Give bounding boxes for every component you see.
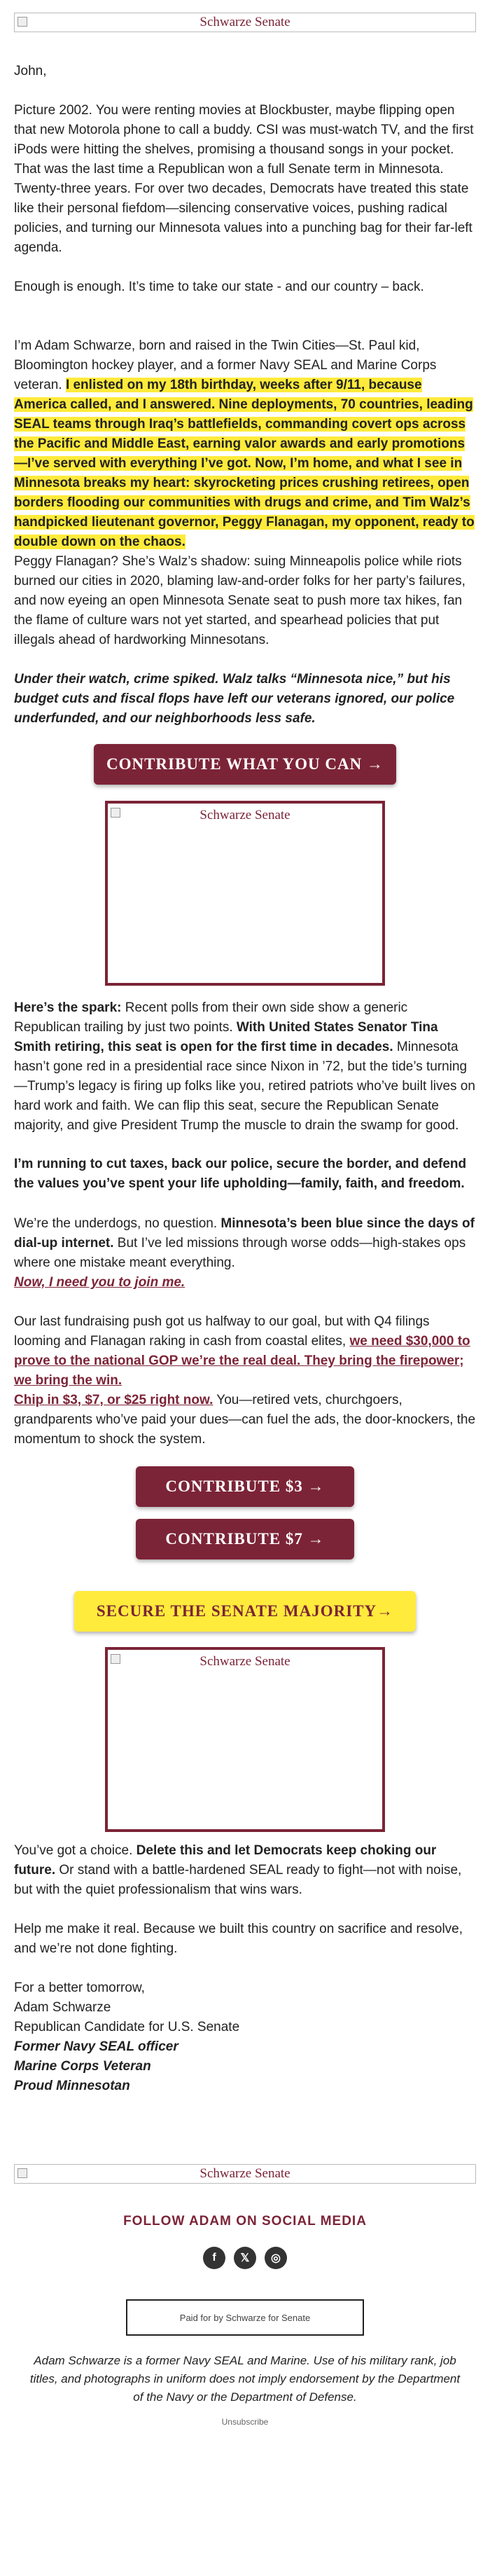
candidate-photo-2: Schwarze Senate bbox=[105, 1647, 385, 1832]
facebook-icon[interactable]: f bbox=[203, 2247, 225, 2269]
paragraph-fundraising: Our last fundraising push got us halfway to our goal, but with Q4 filings looming and Flanagan raking in cash from coastal elites, we need $30,000 to prove to the national GOP we’re the real deal. They bring the firepower; we bring the win. bbox=[14, 1314, 470, 1388]
paragraph-crime: Under their watch, crime spiked. Walz talks “Minnesota nice,” but his budget cuts and fiscal flops have left our veterans ignored, our police underfunded, and our neighborhoods less safe. bbox=[14, 672, 455, 726]
secure-senate-majority-button[interactable]: SECURE THE SENATE MAJORITY→ bbox=[74, 1591, 416, 1632]
signature-closing: For a better tomorrow, bbox=[14, 1981, 145, 1995]
contribute-3-button[interactable]: CONTRIBUTE $3 → bbox=[136, 1466, 354, 1507]
disclaimer: Adam Schwarze is a former Navy SEAL and Marine. Use of his military rank, job titles, and photographs in uniform does not imply endorsement by the Department of the Navy or the Department of Defense. bbox=[29, 2354, 461, 2404]
paragraph-underdogs: We’re the underdogs, no question. Minnesota’s been blue since the days of dial-up internet. But I’ve led missions through worse odds—high-stakes ops where one mistake meant everything. bbox=[14, 1216, 475, 1270]
signature-line-minnesotan: Proud Minnesotan bbox=[14, 2079, 130, 2093]
contribute-what-you-can-button[interactable]: CONTRIBUTE WHAT YOU CAN → bbox=[94, 744, 396, 785]
candidate-photo-1: Schwarze Senate bbox=[105, 801, 385, 986]
paragraph-running: I’m running to cut taxes, back our police, secure the border, and defend the values you’ve spent your life upholding—family, faith, and freedom. bbox=[14, 1157, 467, 1191]
broken-image-icon bbox=[18, 2168, 27, 2178]
paragraph-bio: I’m Adam Schwarze, born and raised in the Twin Cities—St. Paul kid, Bloomington hockey player, and a former Navy SEAL and Marine Corps veteran. I enlisted on my 18th birthday, weeks after 9/11, because America called, and I answered. Nine deployments, 70 countries, leading SEAL teams through Iraq’s battlefields, commanding covert ops across the Pacific and Middle East, earning valor awards and early promotions—I’ve served with everything I’ve got. Now, I’m home, and what I see in Minnesota breaks my heart: skyrocketing prices crushing retirees, open borders flooding our communities with drugs and crime, and Tim Walz’s handpicked lieutenant governor, Peggy Flanagan, my opponent, ready to double down on the chaos. bbox=[14, 338, 475, 549]
paragraph-join bbox=[14, 1273, 476, 1293]
paragraph-enough: Enough is enough. It’s time to take our state - and our country – back. bbox=[14, 280, 424, 294]
footer-logo-image[interactable]: Schwarze Senate bbox=[14, 2164, 476, 2184]
paragraph-help: Help me make it real. Because we built this country on sacrifice and resolve, and we’re not done fighting. bbox=[14, 1922, 463, 1956]
unsubscribe-link[interactable]: Unsubscribe bbox=[221, 2417, 269, 2427]
x-twitter-icon[interactable]: 𝕏 bbox=[234, 2247, 256, 2269]
follow-heading: FOLLOW ADAM ON SOCIAL MEDIA bbox=[123, 2214, 367, 2229]
contribute-7-button[interactable]: CONTRIBUTE $7 → bbox=[136, 1519, 354, 1559]
donate-goal-link[interactable]: we need $30,000 to prove to the national GOP we’re the real deal. They bring the firepower; we bring the win. bbox=[14, 1334, 470, 1388]
paragraph-spark: Here’s the spark: Recent polls from their own side show a generic Republican trailing by just two points. With United States Senator Tina Smith retiring, this seat is open for the first time in decades. Minnesota hasn’t gone red in a presidential race since Nixon in ’72, but the tide’s turning—Trump’s legacy is firing up folks like you, retired patriots who’ve built lives on hard work and faith. We can flip this seat, secure the Republican Senate majority, and give President Trump the muscle to drain the swamp for good. bbox=[14, 1000, 475, 1133]
signature-title: Republican Candidate for U.S. Senate bbox=[14, 2020, 240, 2034]
highlighted-service-text: I enlisted on my 18th birthday, weeks after 9/11, because America called, and I answered. Nine deployments, 70 countries, leading SEAL teams through Iraq’s battlefields, commanding covert ops across the Pacific and Middle East, earning valor awards and early promotions—I’ve served with everything I’ve got. Now, I’m home, and what I see in Minnesota breaks my heart: skyrocketing prices crushing retirees, open borders flooding our communities with drugs and crime, and Tim Walz’s handpicked lieutenant governor, Peggy Flanagan, my opponent, ready to double down on the chaos. bbox=[14, 378, 475, 549]
greeting: John, bbox=[14, 64, 47, 78]
paragraph-flanagan: Peggy Flanagan? She’s Walz’s shadow: suing Minneapolis police while riots burned our cities in 2020, blaming law-and-order folks for her party’s failures, and now eyeing an open Minnesota Senate seat to push more tax hikes, fan the flame of culture wars not yet started, and spearhead policies that put illegals ahead of hardworking Minnesotans. bbox=[14, 554, 465, 647]
paragraph-intro: Picture 2002. You were renting movies at Blockbuster, maybe flipping open that new Motorola phone to call a buddy. CSI was must-watch TV, and the first iPods were hitting the shelves, promising a thousand songs in your pocket. That was the last time a Republican won a full Senate term in Minnesota. Twenty-three years. For over two decades, Democrats have treated this state like their personal fiefdom—silencing conservative voices, pushing radical policies, and turning our Minnesota values into a punching bag for their far-left agenda. bbox=[14, 103, 474, 255]
paragraph-choice: You’ve got a choice. Delete this and let Democrats keep choking our future. Or stand with a battle-hardened SEAL ready to fight—not with noise, but with the quiet professionalism that wins wars. bbox=[14, 1843, 462, 1897]
social-icons bbox=[0, 2247, 490, 2269]
signature-line-marine: Marine Corps Veteran bbox=[14, 2059, 151, 2074]
signature-line-seal: Former Navy SEAL officer bbox=[14, 2039, 178, 2054]
instagram-icon[interactable]: ◎ bbox=[265, 2247, 287, 2269]
chip-in-link[interactable]: Chip in $3, $7, or $25 right now. bbox=[14, 1393, 214, 1407]
paid-for-box: Paid for by Schwarze for Senate bbox=[126, 2299, 364, 2336]
join-me-link[interactable]: Now, I need you to join me. bbox=[14, 1275, 186, 1290]
header-logo-image[interactable]: Schwarze Senate bbox=[14, 13, 476, 32]
broken-image-icon bbox=[18, 17, 27, 27]
paragraph-chip-in: Chip in $3, $7, or $25 right now. You—retired vets, churchgoers, grandparents who’ve paid your dues—can fuel the ads, the door-knockers, the momentum to shock the system. bbox=[14, 1393, 476, 1447]
signature-name: Adam Schwarze bbox=[14, 2000, 111, 2015]
